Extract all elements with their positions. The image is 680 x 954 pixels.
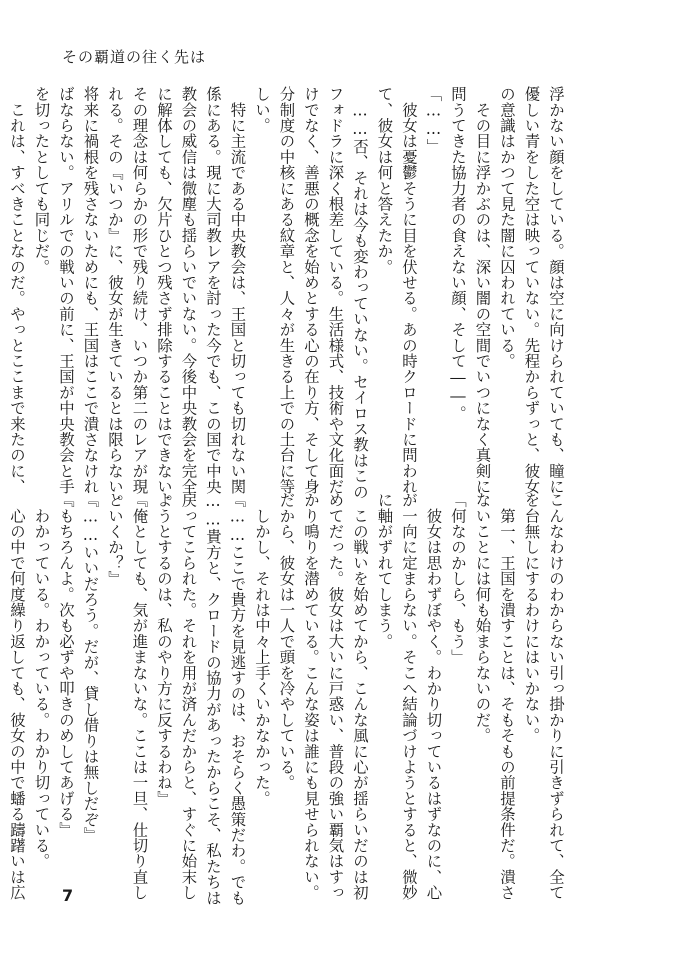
text-line: 係にある。現に大司教レアを討った今でも、この国で中央	[204, 86, 222, 495]
text-line: といくか？』	[106, 492, 124, 587]
text-line: ……否、それは今も変わっていない。セイロス教はこの	[351, 86, 369, 500]
text-line: 『俺としても、気が進まないな。ここは一旦、仕切り直し	[130, 492, 149, 901]
text-line: 『もちろんよ。次も必ずや叩きのめしてあげる』	[57, 492, 75, 838]
text-line: 問うてきた協力者の食えない顔、そして――。	[449, 86, 467, 421]
text-line: の意識はかつて見た闇に囚われている。	[498, 86, 516, 369]
text-line: を切ったとしても同じだ。	[32, 86, 51, 275]
text-line: 「何なのかしら、もう」	[449, 492, 467, 665]
page-number: 7	[62, 886, 74, 905]
text-line: 優しい青をした空は映っていない。先程からずっと、彼女	[522, 86, 541, 495]
text-line: かり鳴りを潜めている。こんな姿は誰にも見せられない。	[302, 492, 320, 901]
text-line: 戻ってこられた。それを用が済んだからと、すぐに始末し	[179, 492, 198, 901]
text-line: 分制度の中核にある紋章と、人々が生きる上での土台に等	[277, 86, 296, 495]
text-line: 『……いいだろう。だが、貸し借りは無しだぞ』	[81, 492, 100, 843]
text-line: こんなわけのわからない引っ掛かりに引きずられて、全て	[547, 492, 565, 901]
text-line: その目に浮かぶのは、深い闇の空間でいつになく真剣に	[473, 86, 492, 495]
text-line: ないことには何も始まらないのだ。	[473, 492, 492, 744]
text-line: に軸がずれてしまう。	[375, 492, 394, 649]
text-line: めてだった。彼女は大いに戸惑い、普段の強い覇気はすっ	[326, 492, 345, 901]
text-line: を台無しにするわけにはいかない。	[522, 492, 541, 744]
text-line: に解体しても、欠片ひとつ残さず排除することはできない。	[155, 86, 173, 510]
text-line: 彼女は憂鬱そうに目を伏せる。あの時クロードに問われ	[400, 86, 418, 495]
text-line: 第一、王国を潰すことは、そもそもの前提条件だ。潰さ	[498, 492, 516, 901]
text-line: ……貴方と、クロードの協力があったからこそ、私たちは	[204, 492, 222, 906]
text-line: けでなく、善悪の概念を始めとする心の在り方、そして身	[302, 86, 320, 495]
running-title: その覇道の往く先は	[62, 48, 207, 66]
text-line: 「……」	[424, 86, 443, 154]
text-block-lower	[8, 492, 568, 906]
text-line: 心の中で何度繰り返しても、彼女の中で蟠る躊躇いは広	[8, 492, 26, 901]
text-line: この戦いを始めてから、こんな風に心が揺らいだのは初	[351, 492, 369, 901]
text-line: 浮かない顔をしている。顔は空に向けられていても、瞳に	[547, 86, 565, 495]
text-line: 将来に禍根を残さないためにも、王国はここで潰さなけれ	[81, 86, 100, 495]
text-line: これは、すべきことなのだ。やっとここまで来たのに、	[8, 86, 26, 495]
text-line: が一向に定まらない。そこへ結論づけようとすると、微妙	[400, 492, 418, 901]
text-line: しい。	[253, 86, 271, 134]
text-line: わかっている。わかっている。わかり切っている。	[32, 492, 51, 869]
text-line: て、彼女は何と答えたか。	[375, 86, 394, 275]
text-block-upper	[8, 86, 568, 510]
text-line: ようとするのは、私のやり方に反するわね』	[155, 492, 173, 806]
text-line: れる。その『いつか』に、彼女が生きているとは限らない。	[106, 86, 124, 510]
text-line: フォドラに深く根差している。生活様式、技術や文化面だ	[326, 86, 345, 495]
text-line: 彼女は思わずぼやく。わかり切っているはずなのに、心	[424, 492, 443, 901]
text-line: 『……ここで貴方を見逃すのは、おそらく愚策だわ。でも	[228, 492, 247, 906]
text-line: その理念は何らかの形で残り続け、いつか第二のレアが現	[130, 86, 149, 495]
text-line: だから、彼女は一人で頭を冷やしている。	[277, 492, 296, 791]
text-line: ばならない。アリルでの戦いの前に、王国が中央教会と手	[57, 86, 75, 495]
text-line: 特に主流である中央教会は、王国と切っても切れない関	[228, 86, 247, 495]
text-line: 教会の威信は微塵も揺らいでいない。今後中央教会を完全	[179, 86, 198, 495]
text-line: しかし、それは中々上手くいかなかった。	[253, 492, 271, 806]
